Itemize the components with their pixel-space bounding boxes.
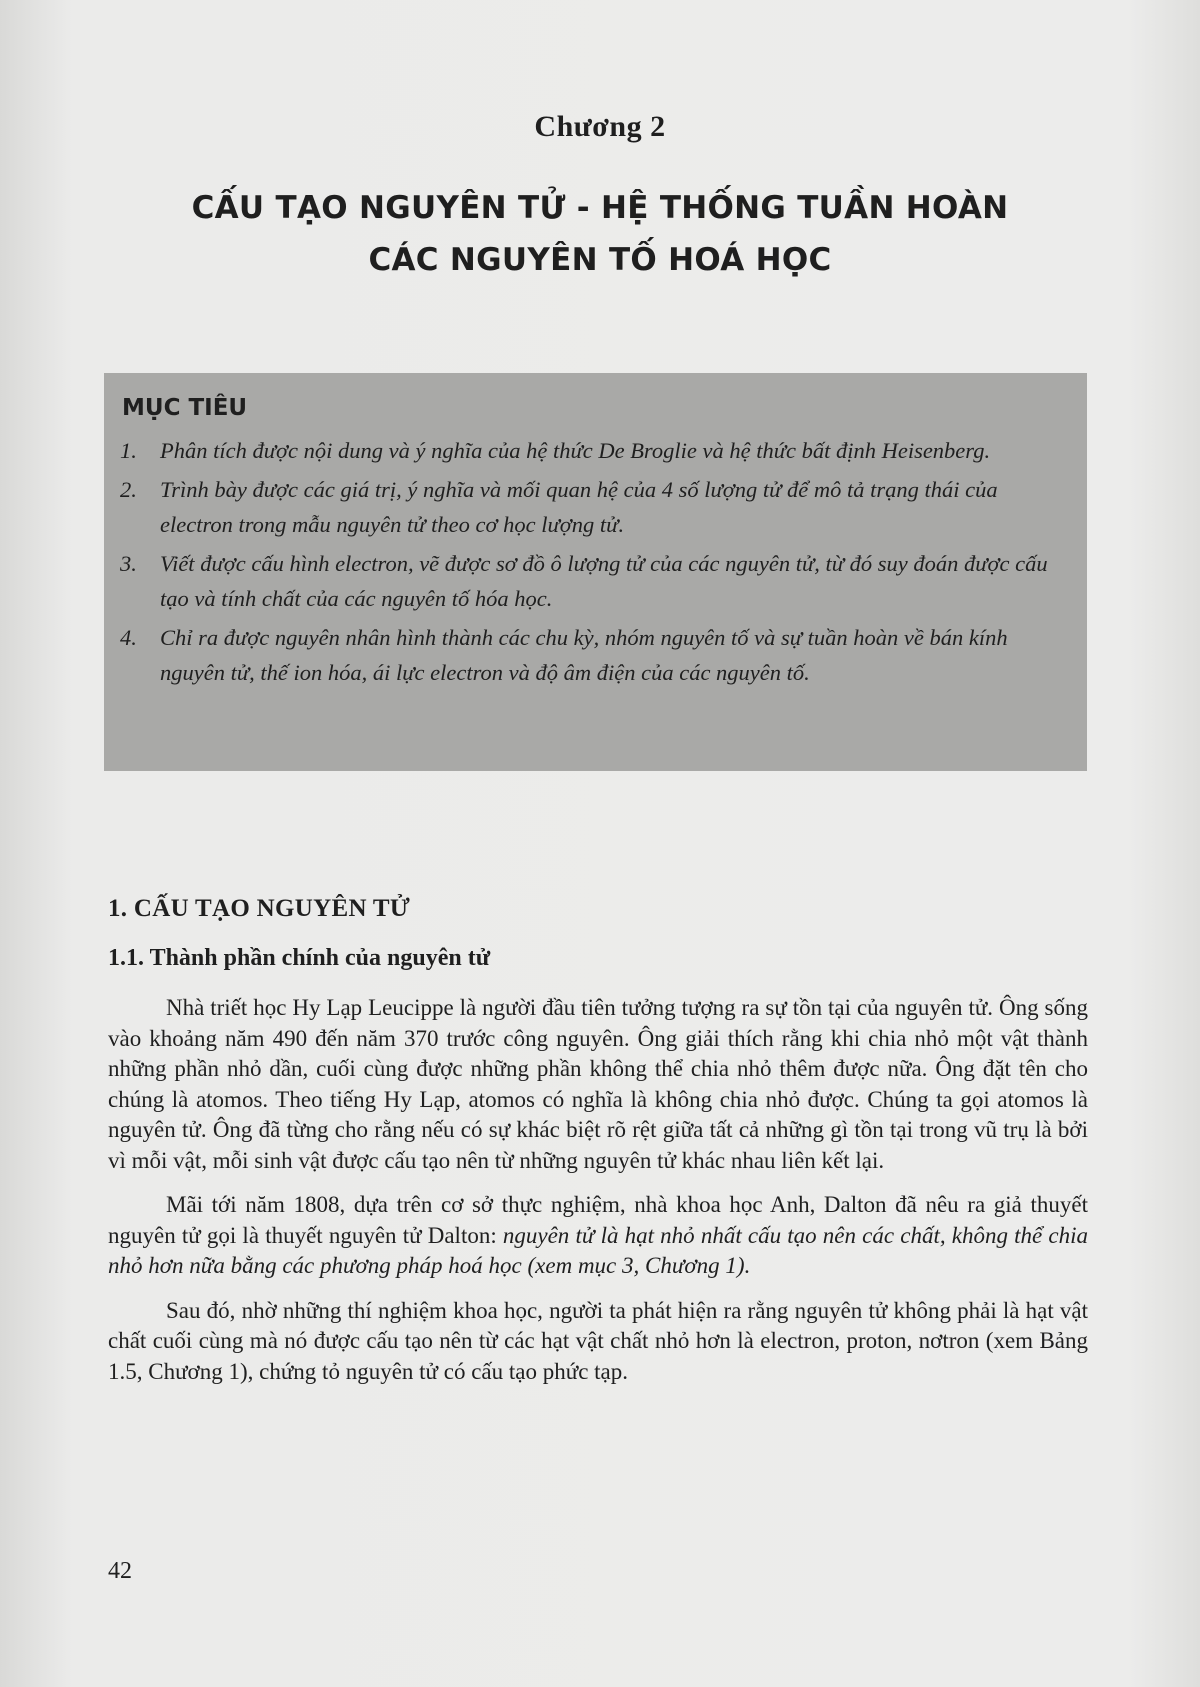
paragraph-2-text: Mãi tới năm 1808, dựa trên cơ sở thực nghiệm, nhà khoa học Anh, Dalton đã nêu ra giả thuyết nguyên tử gọi là thuyết nguyên tử Dalton: (108, 1192, 1088, 1248)
objective-number: 1. (120, 438, 137, 463)
objective-text: Viết được cấu hình electron, vẽ được sơ đồ ô lượng tử của các nguyên tử, từ đó suy đoán được cấu tạo và tính chất của các nguyên tố hóa học. (160, 551, 1048, 611)
objective-text: Trình bày được các giá trị, ý nghĩa và mối quan hệ của 4 số lượng tử để mô tả trạng thái của electron trong mẫu nguyên tử theo cơ học lượng tử. (160, 477, 998, 537)
objective-number: 4. (120, 625, 137, 650)
objective-item (120, 472, 1069, 542)
objectives-heading: MỤC TIÊU (122, 395, 248, 421)
page-number: 42 (108, 1558, 132, 1584)
paragraph-3: Sau đó, nhờ những thí nghiệm khoa học, người ta phát hiện ra rằng nguyên tử không phải là hạt vật chất cuối cùng mà nó được cấu tạo nên từ các hạt vật chất nhỏ hơn là electron, proton, nơtron (xem Bảng 1.5, Chương 1), chứng tỏ nguyên tử có cấu tạo phức tạp. (108, 1297, 1088, 1384)
paragraph-1: Nhà triết học Hy Lạp Leucippe là người đầu tiên tưởng tượng ra sự tồn tại của nguyên tử. Ông sống vào khoảng năm 490 đến năm 370 trước công nguyên. Ông giải thích rằng khi chia nhỏ một vật thành những phần nhỏ dần, cuối cùng được những phần không thể chia nhỏ thêm được nữa. Ông đặt tên cho chúng là atomos. Theo tiếng Hy Lạp, atomos có nghĩa là không chia nhỏ được. Chúng ta gọi atomos là nguyên tử. Ông đã từng cho rằng nếu có sự khác biệt rõ rệt giữa tất cả những gì tồn tại trong vũ trụ là bởi vì mỗi vật, mỗi sinh vật được cấu tạo nên từ những nguyên tử khác nhau liên kết lại. (108, 995, 1088, 1173)
section-heading: 1. CẤU TẠO NGUYÊN TỬ (108, 895, 411, 922)
chapter-title (0, 182, 1200, 286)
objective-number: 3. (120, 551, 137, 576)
objective-text: Chỉ ra được nguyên nhân hình thành các chu kỳ, nhóm nguyên tố và sự tuần hoàn về bán kính nguyên tử, thế ion hóa, ái lực electron và độ âm điện của các nguyên tố. (160, 625, 1008, 685)
paragraph-2 (108, 1190, 1088, 1282)
chapter-label: Chương 2 (534, 110, 666, 143)
objective-number: 2. (120, 477, 137, 502)
chapter-title-line-2: CÁC NGUYÊN TỐ HOÁ HỌC (368, 242, 832, 278)
objective-item (120, 433, 1069, 468)
objective-item (120, 620, 1069, 690)
objectives-box (104, 373, 1087, 771)
body-text (108, 993, 1088, 1401)
chapter-title-line-1: CẤU TẠO NGUYÊN TỬ - HỆ THỐNG TUẦN HOÀN (191, 190, 1009, 226)
subsection-heading: 1.1. Thành phần chính của nguyên tử (108, 945, 491, 971)
paragraph-2-italic: nguyên tử là hạt nhỏ nhất cấu tạo nên các chất, không thể chia nhỏ hơn nữa bằng các phương pháp hoá học (xem mục 3, Chương 1). (108, 1222, 1088, 1278)
objective-item (120, 546, 1069, 616)
objective-text: Phân tích được nội dung và ý nghĩa của hệ thức De Broglie và hệ thức bất định Heisenberg. (160, 438, 991, 463)
